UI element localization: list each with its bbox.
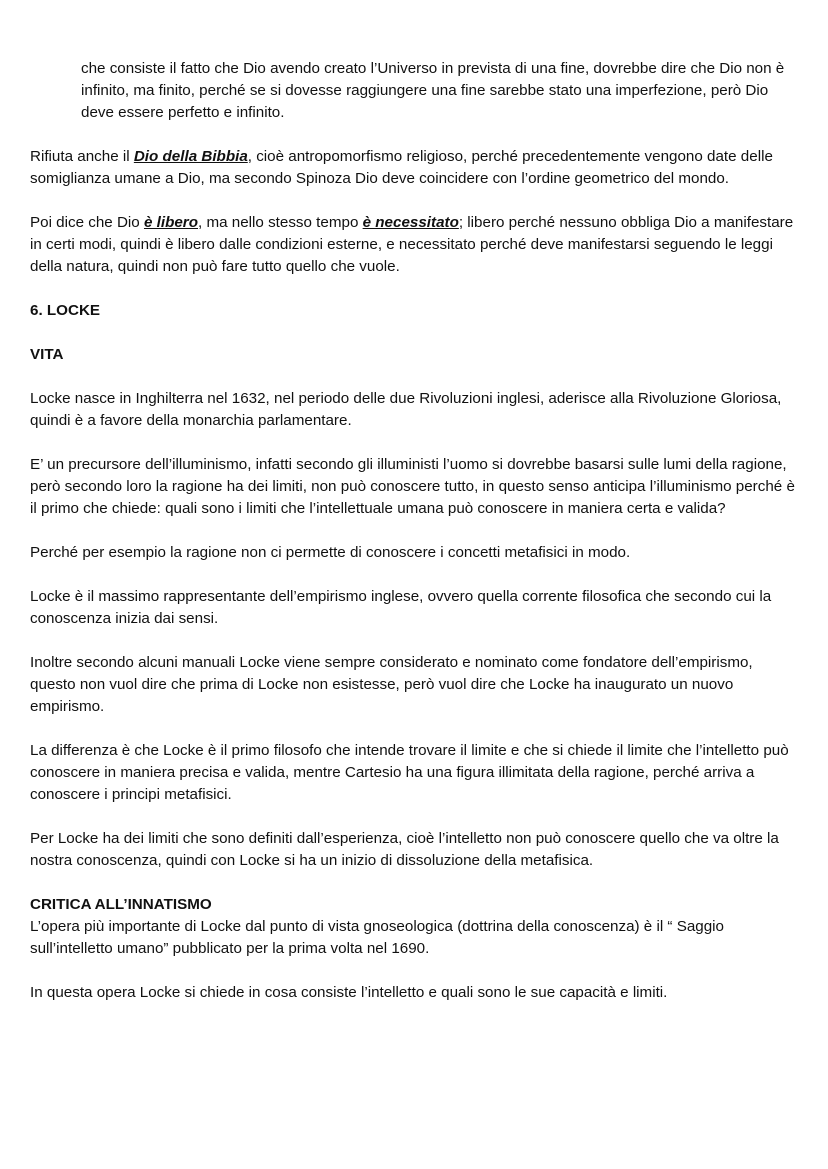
paragraph-god-finite: che consiste il fatto che Dio avendo creato l’Universo in prevista di una fine, dovrebbe dire che Dio non è infinito, ma finito, perché se si dovesse raggiungere una fine sarebbe stato una imperfezione, però Dio deve essere perfetto e infinito. [81, 60, 785, 121]
paragraph-vita-reason-limits: Perché per esempio la ragione non ci permette di conoscere i concetti metafisici in modo. [30, 544, 631, 561]
emphasis-dio-della-bibbia: Dio della Bibbia [133, 148, 248, 165]
paragraph-god-bible-pre: Rifiuta anche il [30, 148, 134, 165]
paragraph-god-bible-post: , cioè antropomorfismo religioso, perché precedentemente vengono date delle somiglianza umane a Dio, ma secondo Spinoza Dio deve coincidere con l’ordine geometrico del mondo. [30, 148, 773, 187]
paragraph-god-free [30, 212, 800, 278]
paragraph-vita-empiricism: Locke è il massimo rappresentante dell’empirismo inglese, ovvero quella corrente filosofica che secondo cui la conoscenza inizia dai sensi. [30, 588, 772, 627]
document-page [30, 58, 800, 1026]
paragraph-god-free-mid: , ma nello stesso tempo [198, 214, 363, 231]
paragraph-critica-saggio: L’opera più importante di Locke dal punto di vista gnoseologica (dottrina della conoscenza) è il “ Saggio sull’intelletto umano” pubblicato per la prima volta nel 1690. [30, 918, 724, 957]
paragraph-god-free-post: ; libero perché nessuno obbliga Dio a manifestare in certi modi, quindi è libero dalle condizioni esterne, e necessitato perché deve manifestarsi seguendo le leggi della natura, quindi non può fare tutto quello che vuole. [30, 214, 794, 275]
paragraph-god-free-pre: Poi dice che Dio [30, 214, 144, 231]
subsection-heading-vita: VITA [30, 346, 64, 363]
paragraph-god-bible [30, 146, 800, 190]
paragraph-critica-intelletto: In questa opera Locke si chiede in cosa consiste l’intelletto e quali sono le sue capacità e limiti. [30, 984, 668, 1001]
emphasis-e-libero: è libero [143, 214, 198, 231]
paragraph-vita-difference: La differenza è che Locke è il primo filosofo che intende trovare il limite e che si chiede il limite che l’intelletto può conoscere in maniera precisa e valida, mentre Cartesio ha una figura illimitata della ragione, perché arriva a conoscere i principi metafisici. [30, 742, 789, 803]
emphasis-e-necessitato: è necessitato [362, 214, 459, 231]
subsection-heading-critica: CRITICA ALL’INNATISMO [30, 896, 212, 913]
paragraph-vita-enlightenment: E’ un precursore dell’illuminismo, infatti secondo gli illuministi l’uomo si dovrebbe basarsi sulle lumi della ragione, però secondo loro la ragione ha dei limiti, non può conoscere tutto, in questo senso anticipa l’illuminismo perché è il primo che chiede: quali sono i limiti che l’intellettuale umana può conoscere in maniera certa e valida? [30, 456, 795, 517]
paragraph-vita-founder: Inoltre secondo alcuni manuali Locke viene sempre considerato e nominato come fondatore dell’empirismo, questo non vuol dire che prima di Locke non esistesse, però vuol dire che Locke ha inaugurato un nuovo empirismo. [30, 654, 753, 715]
paragraph-vita-metaphysics: Per Locke ha dei limiti che sono definiti dall’esperienza, cioè l’intelletto non può conoscere quello che va oltre la nostra conoscenza, quindi con Locke si ha un inizio di dissoluzione della metafisica. [30, 830, 779, 869]
section-heading-locke: 6. LOCKE [30, 302, 101, 319]
paragraph-vita-birth: Locke nasce in Inghilterra nel 1632, nel periodo delle due Rivoluzioni inglesi, aderisce alla Rivoluzione Gloriosa, quindi è a favore della monarchia parlamentare. [30, 390, 782, 429]
